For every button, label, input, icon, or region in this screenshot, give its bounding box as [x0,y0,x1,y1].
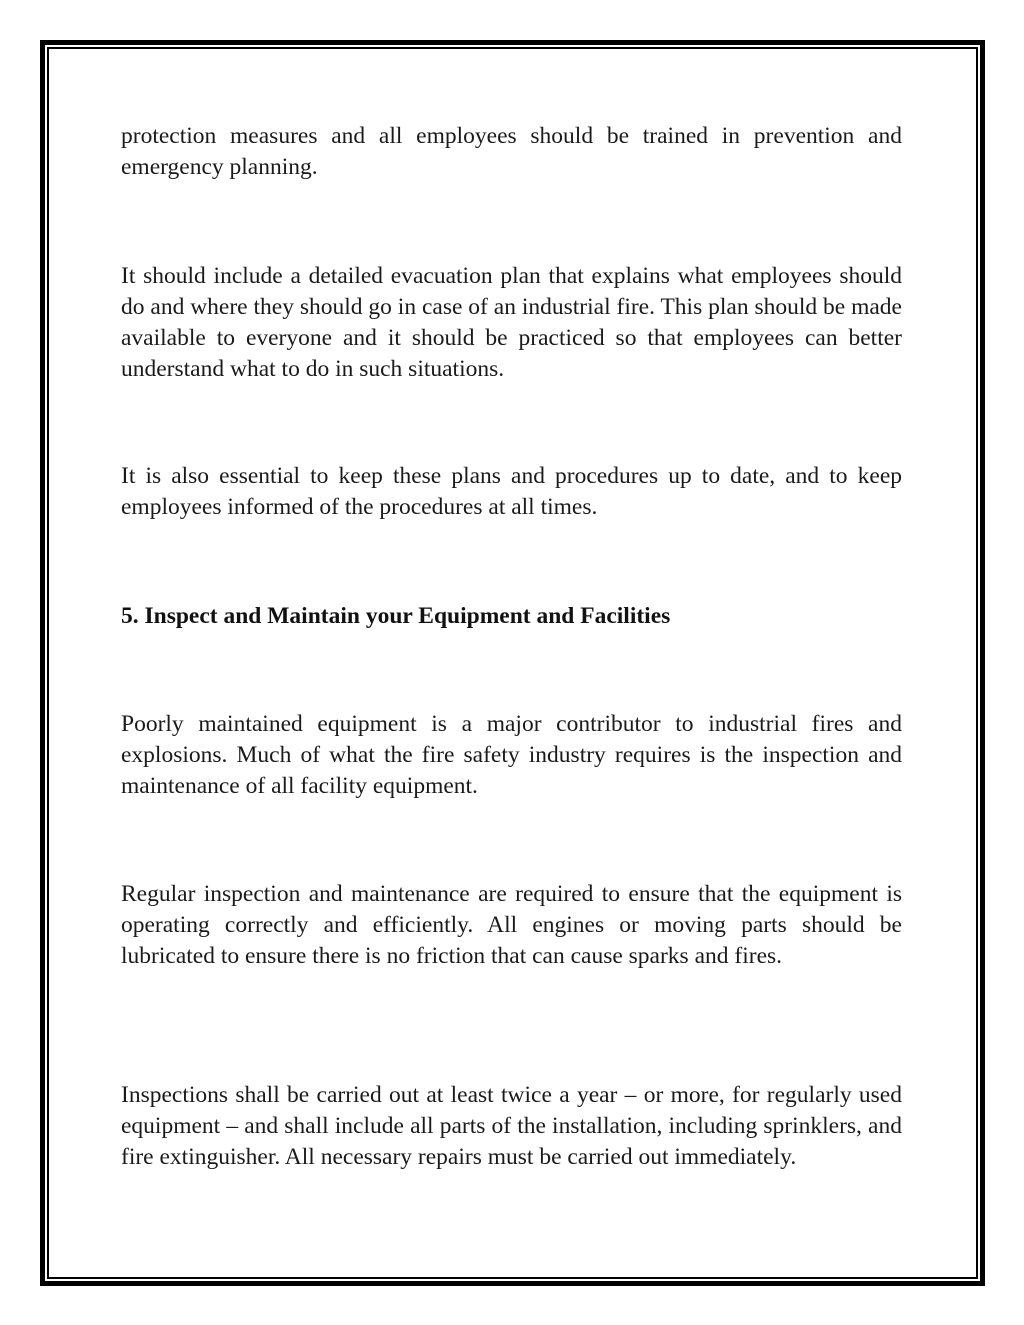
paragraph-regular-inspection: Regular inspection and maintenance are required to ensure that the equipment is operating correctly and efficiently. All engines or moving parts should be lubricated to ensure there is no friction that can cause sparks and fires. [121,881,902,969]
paragraph-evacuation-plan: It should include a detailed evacuation plan that explains what employees should do and where they should go in case of an industrial fire. This plan should be made available to everyone and it should be practiced so that employees can better understand what to do in such situations. [121,263,902,382]
paragraph-poorly-maintained-equipment: Poorly maintained equipment is a major contributor to industrial fires and explosions. Much of what the fire safety industry requires is the inspection and maintenance of all facility equipment. [121,711,902,799]
section-heading: 5. Inspect and Maintain your Equipment and Facilities [121,603,671,629]
paragraph-inspection-frequency: Inspections shall be carried out at least twice a year – or more, for regularly used equipment – and shall include all parts of the installation, including sprinklers, and fire extinguisher. All necessary repairs must be carried out immediately. [121,1082,902,1170]
paragraph-protection-measures: protection measures and all employees should be trained in prevention and emergency planning. [121,123,902,180]
paragraph-keep-plans-updated: It is also essential to keep these plans and procedures up to date, and to keep employees informed of the procedures at all times. [121,463,902,520]
